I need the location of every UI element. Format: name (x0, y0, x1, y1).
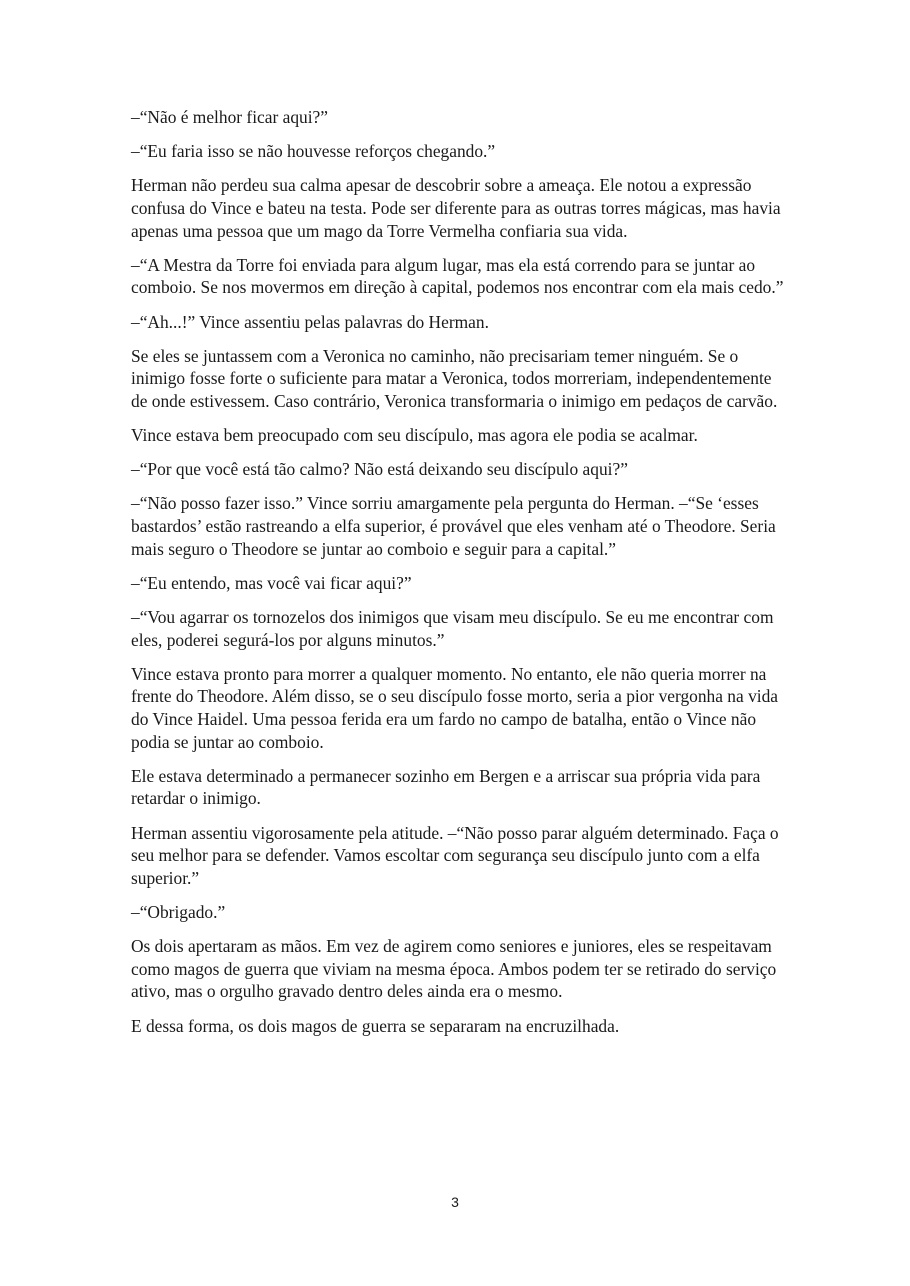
paragraph: –“Ah...!” Vince assentiu pelas palavras do Herman. (131, 311, 489, 332)
paragraph: –“Obrigado.” (131, 901, 226, 922)
paragraph: Vince estava pronto para morrer a qualquer momento. No entanto, ele não queria morrer na frente do Theodore. Além disso, se o seu discípulo fosse morto, seria a pior vergonha na vida do Vince Haidel. Uma pessoa ferida era um fardo no campo de batalha, então o Vince não podia se juntar ao comboio. (131, 663, 779, 752)
paragraph: Herman não perdeu sua calma apesar de descobrir sobre a ameaça. Ele notou a expressão confusa do Vince e bateu na testa. Pode ser diferente para as outras torres mágicas, mas havia apenas uma pessoa que um mago da Torre Vermelha confiaria sua vida. (131, 175, 781, 241)
paragraph: –“Não posso fazer isso.” Vince sorriu amargamente pela pergunta do Herman. –“Se ‘esses bastardos’ estão rastreando a elfa superior, é provável que eles venham até o Theodore. Seria mais seguro o Theodore se juntar ao comboio e seguir para a capital.” (131, 493, 776, 559)
paragraph: –“Por que você está tão calmo? Não está deixando seu discípulo aqui?” (131, 459, 628, 480)
paragraph: Se eles se juntassem com a Veronica no caminho, não precisariam temer ninguém. Se o inimigo fosse forte o suficiente para matar a Veronica, todos morreriam, independentemente de onde estivessem. Caso contrário, Veronica transformaria o inimigo em pedaços de carvão. (131, 345, 778, 411)
paragraph: –“A Mestra da Torre foi enviada para algum lugar, mas ela está correndo para se juntar ao comboio. Se nos movermos em direção à capital, podemos nos encontrar com ela mais cedo.” (131, 254, 784, 298)
paragraph: –“Eu faria isso se não houvesse reforços chegando.” (131, 141, 496, 162)
paragraph: Ele estava determinado a permanecer sozinho em Bergen e a arriscar sua própria vida para retardar o inimigo. (131, 765, 761, 809)
paragraph: Vince estava bem preocupado com seu discípulo, mas agora ele podia se acalmar. (131, 425, 698, 446)
paragraph: –“Vou agarrar os tornozelos dos inimigos que visam meu discípulo. Se eu me encontrar com eles, poderei segurá-los por alguns minutos.” (131, 607, 774, 650)
paragraph: –“Eu entendo, mas você vai ficar aqui?” (131, 572, 412, 593)
paragraph: E dessa forma, os dois magos de guerra se separaram na encruzilhada. (131, 1015, 620, 1036)
paragraph: Herman assentiu vigorosamente pela atitude. –“Não posso parar alguém determinado. Faça o seu melhor para se defender. Vamos escoltar com segurança seu discípulo junto com a elfa superior.” (131, 822, 779, 888)
page-number: 3 (451, 1194, 459, 1210)
paragraph: Os dois apertaram as mãos. Em vez de agirem como seniores e juniores, eles se respeitavam como magos de guerra que viviam na mesma época. Ambos podem ter se retirado do serviço ativo, mas o orgulho gravado dentro deles ainda era o mesmo. (131, 936, 777, 1002)
paragraph: –“Não é melhor ficar aqui?” (131, 107, 328, 127)
document-body (131, 106, 791, 1049)
